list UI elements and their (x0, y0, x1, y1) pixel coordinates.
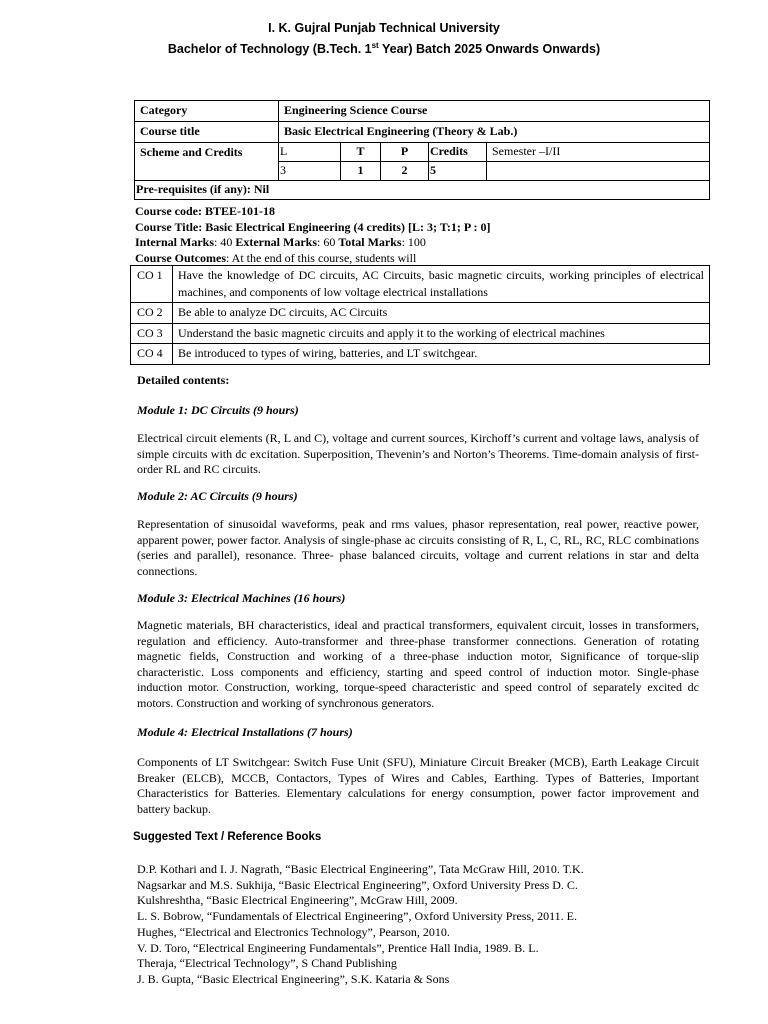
internal-marks-value: : 40 (214, 235, 236, 249)
outcome-row (131, 266, 710, 303)
detailed-contents-heading: Detailed contents: (137, 373, 230, 387)
reference-line: L. S. Bobrow, “Fundamentals of Electrical Engineering”, Oxford University Press, 2011. E. (137, 909, 578, 924)
course-outcomes-table (130, 265, 710, 365)
module-4-title: Module 4: Electrical Installations (7 hours) (137, 725, 353, 739)
reference-line: J. B. Gupta, “Basic Electrical Engineering”, S.K. Kataria & Sons (137, 971, 450, 986)
module-2-text: Representation of sinusoidal waveforms, peak and rms values, phasor representation, real power, reactive power, apparent power, power factor. Analysis of single-phase ac circuits consisting of R, L, C, RL, RC, RLC combinations (series and parallel), resonance. Three- phase balanced circuits, voltage and current relations in star and delta connections. (137, 517, 699, 578)
value-t: 1 (341, 162, 381, 181)
course-title-value: Basic Electrical Engineering (Theory & Lab.) (279, 122, 710, 143)
outcome-row (131, 303, 710, 324)
outcome-text: Have the knowledge of DC circuits, AC Circuits, basic magnetic circuits, working principles of electrical machines, and components of low voltage electrical installations (173, 266, 710, 303)
reference-line: Hughes, “Electrical and Electronics Technology”, Pearson, 2010. (137, 924, 450, 939)
outcome-text: Understand the basic magnetic circuits and apply it to the working of electrical machines (173, 323, 710, 344)
internal-marks-label: Internal Marks (135, 235, 214, 249)
program-title (0, 37, 768, 58)
reference-line: Kulshreshtha, “Basic Electrical Engineering”, McGraw Hill, 2009. (137, 893, 458, 908)
scheme-label: Scheme and Credits (135, 143, 279, 181)
reference-line: D.P. Kothari and I. J. Nagrath, “Basic Electrical Engineering”, Tata McGraw Hill, 2010. T.K. (137, 862, 584, 876)
module-1-title: Module 1: DC Circuits (9 hours) (137, 403, 299, 417)
total-marks-label: Total Marks (338, 235, 402, 249)
outcome-row (131, 344, 710, 365)
header-credits: Credits (429, 143, 487, 162)
outcome-id: CO 2 (131, 303, 173, 324)
course-outcomes-label: Course Outcomes (135, 250, 226, 265)
module-3-title: Module 3: Electrical Machines (16 hours) (137, 591, 346, 605)
category-label: Category (135, 101, 279, 122)
course-title-label: Course title (135, 122, 279, 143)
course-title-line: Course Title: Basic Electrical Engineering (4 credits) [L: 3; T:1; P : 0] (135, 219, 491, 234)
module-2-title: Module 2: AC Circuits (9 hours) (137, 489, 298, 503)
header-semester: Semester –I/II (487, 143, 710, 162)
course-category-table (134, 100, 710, 200)
program-title-text: Bachelor of Technology (B.Tech. 1 (167, 42, 372, 57)
outcome-id: CO 4 (131, 344, 173, 365)
value-credits: 5 (429, 162, 487, 181)
prerequisites: Pre-requisites (if any): Nil (135, 181, 710, 200)
header-l: L (279, 143, 341, 162)
page-header (0, 19, 768, 58)
module-4-text: Components of LT Switchgear: Switch Fuse Unit (SFU), Miniature Circuit Breaker (MCB), Earth Leakage Circuit Breaker (ELCB), MCCB, Contactors, Types of Wires and Cables, Earthing. Types of Batteries, Important Characteristics for Batteries. Elementary calculations for energy consumption, power factor improvement and battery backup. (137, 755, 699, 816)
program-title-suffix: Year) Batch 2025 Onwards Onwards) (378, 42, 601, 57)
module-3-text: Magnetic materials, BH characteristics, ideal and practical transformers, equivalent circuit, losses in transformers, regulation and efficiency. Auto-transformer and three-phase transformer connections. Generation of rotating magnetic fields, Construction and working of a three-phase induction motor, Significance of torque-slip characteristic. Loss components and efficiency, starting and speed control of induction motor. Single-phase induction motor. Construction, working, torque-speed characteristic and speed control of separately excited dc motors. Construction and working of synchronous generators. (137, 618, 699, 710)
external-marks-value: : 60 (317, 235, 339, 249)
value-semester (487, 162, 710, 181)
reference-line: V. D. Toro, “Electrical Engineering Fundamentals”, Prentice Hall India, 1989. B. L. (137, 940, 539, 955)
header-t: T (341, 143, 381, 162)
course-code: Course code: BTEE-101-18 (135, 204, 275, 218)
module-1-text: Electrical circuit elements (R, L and C), voltage and current sources, Kirchoff’s current and voltage laws, analysis of simple circuits with dc excitation. Superposition, Thevenin’s and Norton’s Theorems. Time-domain analysis of first-order RL and RC circuits. (137, 431, 699, 477)
course-outcomes-line (135, 251, 491, 267)
value-p: 2 (381, 162, 429, 181)
references-list (137, 862, 699, 988)
course-info (135, 204, 491, 266)
reference-line: Nagsarkar and M.S. Sukhija, “Basic Electrical Engineering”, Oxford University Press D. C. (137, 877, 578, 892)
value-l: 3 (279, 162, 341, 181)
university-name: I. K. Gujral Punjab Technical University (268, 21, 500, 35)
category-value: Engineering Science Course (279, 101, 710, 122)
outcome-id: CO 1 (131, 266, 173, 303)
outcome-row (131, 323, 710, 344)
header-p: P (381, 143, 429, 162)
reference-line: Theraja, “Electrical Technology”, S Chand Publishing (137, 956, 397, 971)
references-heading: Suggested Text / Reference Books (133, 831, 322, 843)
outcome-text: Be introduced to types of wiring, batteries, and LT switchgear. (173, 344, 710, 365)
marks-line (135, 235, 491, 251)
program-title-sup: st (371, 41, 379, 50)
total-marks-value: : 100 (401, 235, 426, 249)
outcome-text: Be able to analyze DC circuits, AC Circuits (173, 303, 710, 324)
outcome-id: CO 3 (131, 323, 173, 344)
external-marks-label: External Marks (235, 235, 317, 249)
course-outcomes-intro: : At the end of this course, students will (225, 250, 417, 265)
